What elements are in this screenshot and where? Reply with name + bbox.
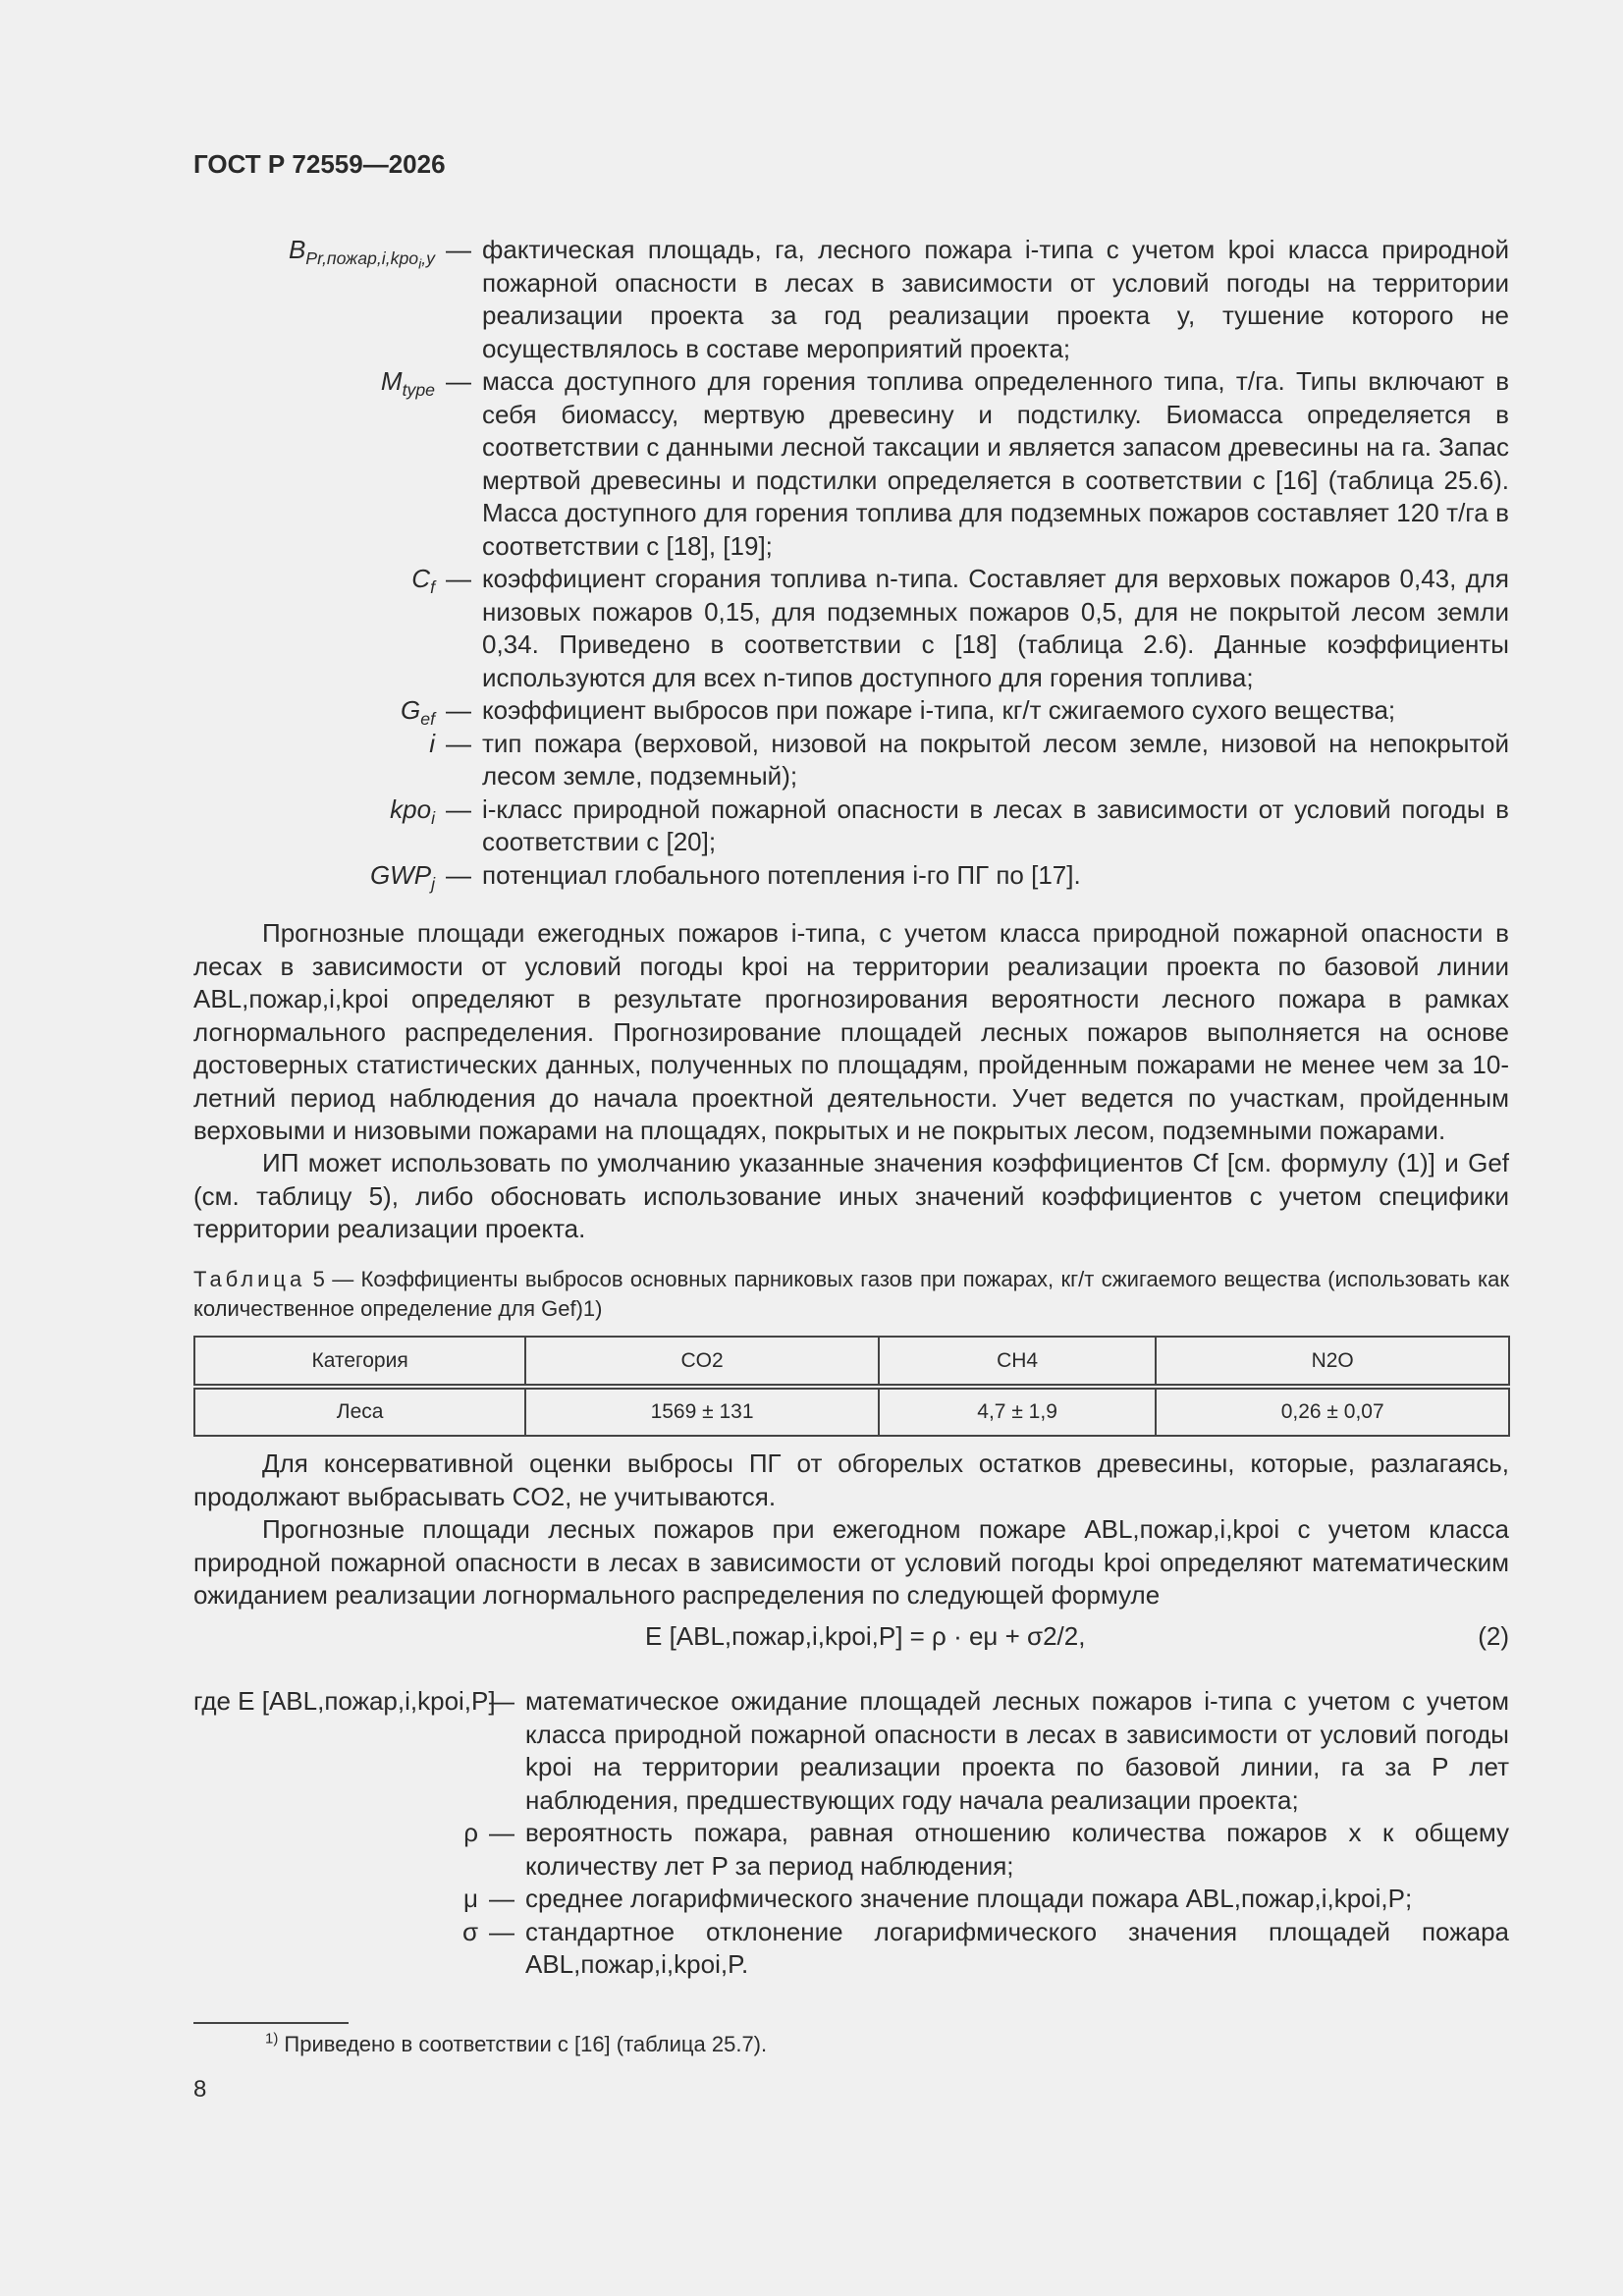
table-caption: Таблица 5 — Коэффициенты выбросов основных парниковых газов при пожарах, кг/т сжигаемого вещества (использовать как количественное определение для Gef)1) — [193, 1267, 1509, 1321]
definition-dash: — — [446, 728, 471, 758]
definition-row — [193, 793, 1509, 859]
document-header: ГОСТ Р 72559—2026 — [193, 149, 446, 179]
definition-dash: — — [446, 793, 471, 824]
definition-dash: — — [489, 1916, 514, 1946]
page-number: 8 — [193, 2076, 207, 2103]
definition-row — [193, 728, 1509, 793]
definition-dash: — — [446, 235, 471, 264]
table-header: Категория — [194, 1337, 525, 1387]
definition-symbol: i — [429, 728, 435, 758]
definition-dash: — — [489, 1884, 514, 1913]
definition-symbol: $M_{type}$ — [380, 366, 435, 401]
definition-symbol: $G_{ef}$ — [401, 695, 435, 730]
definition-text: вероятность пожара, равная отношению количества пожаров x к общему количеству лет P за период наблюдения; — [525, 1818, 1509, 1881]
definition-symbol: $GWP_j$ — [369, 859, 435, 894]
definition-symbol: kpo$_i$ — [390, 793, 435, 828]
definition-dash: — — [446, 366, 471, 396]
definition-row — [193, 694, 1509, 728]
definition-row — [193, 859, 1509, 893]
footnote — [265, 2032, 767, 2057]
table-cell: Леса — [194, 1387, 525, 1436]
paragraph-coefficients: ИП может использовать по умолчанию указанные значения коэффициентов Cf [см. формулу (1)] и Gef (см. таблицу 5), либо обосновать использование иных значений коэффициентов с учетом специфики территории реализации проекта. — [193, 1148, 1509, 1243]
definition-dash: — — [446, 564, 471, 593]
definition-symbol: μ — [463, 1884, 478, 1913]
paragraph-forecast-formula-intro: Прогнозные площади лесных пожаров при ежегодном пожаре ABL,пожар,i,kpoi с учетом класса природной пожарной опасности в лесах в зависимости от условий погоды kpoi определяют математическим ожиданием реализации логнормального распределения по следующей формуле — [193, 1514, 1509, 1610]
definition-text: стандартное отклонение логарифмического значения площадей пожара ABL,пожар,i,kpoi,P. — [525, 1916, 1509, 1979]
definition-row — [193, 563, 1509, 694]
definition-dash: — — [489, 1686, 514, 1716]
definition-dash: — — [446, 695, 471, 725]
table-row — [194, 1387, 1509, 1436]
table-header: N2O — [1156, 1337, 1509, 1387]
table-cell: 0,26 ± 0,07 — [1156, 1387, 1509, 1436]
definition-symbol: σ — [461, 1916, 478, 1946]
formula-expression: E [ABL,пожар,i,kpoi,P] = ρ · eμ + σ2/2, — [645, 1621, 1086, 1651]
definition-row — [193, 1817, 1509, 1883]
definition-text: коэффициент сгорания топлива n-типа. Составляет для верховых пожаров 0,43, для низовых пожаров 0,15, для подземных пожаров 0,5, для не покрытой лесом земли 0,34. Приведено в соответствии с [18] (таблица 2.6). Данные коэффициенты используются для всех n-типов доступного для горения топлива; — [482, 564, 1509, 692]
formula-number: (2) — [1478, 1621, 1509, 1651]
table-header: CO2 — [525, 1337, 879, 1387]
definition-row — [193, 1916, 1509, 1982]
definition-text: среднее логарифмического значение площади пожара ABL,пожар,i,kpoi,P; — [525, 1884, 1413, 1913]
definition-dash: — — [489, 1818, 514, 1847]
footnote-separator — [193, 2022, 349, 2024]
definition-row — [193, 365, 1509, 563]
definition-row — [193, 1685, 1509, 1817]
definition-dash: — — [446, 859, 471, 890]
table-cell: 1569 ± 131 — [525, 1387, 879, 1436]
definition-text: тип пожара (верховой, низовой на покрытой лесом земле, низовой на непокрытой лесом земле, подземный); — [482, 728, 1509, 791]
definition-symbol: $B_{Pr,пожар,i,kpo_i,y}$ — [288, 235, 435, 272]
definition-text: математическое ожидание площадей лесных пожаров i-типа с учетом с учетом класса природной пожарной опасности в лесах в зависимости от условий погоды kpoi на территории реализации проекта по базовой линии, га за P лет наблюдения, предшествующих году начала реализации проекта; — [525, 1686, 1509, 1815]
definition-text: фактическая площадь, га, лесного пожара i-типа с учетом kpoi класса природной пожарной опасности в лесах в зависимости от условий погоды на территории реализации проекта за год реализации проекта y, тушение которого не осуществлялось в составе мероприятий проекта; — [482, 235, 1509, 363]
formula-2 — [193, 1621, 1509, 1655]
table-cell: 4,7 ± 1,9 — [879, 1387, 1157, 1436]
table-header: CH4 — [879, 1337, 1157, 1387]
definition-symbol: ρ — [463, 1818, 478, 1847]
definitions-list-2 — [193, 1685, 1509, 1982]
definition-row — [193, 1883, 1509, 1916]
definition-text: i-класс природной пожарной опасности в лесах в зависимости от условий погоды в соответствии с [20]; — [482, 793, 1509, 856]
footnote-text: Приведено в соответствии с [16] (таблица 25.7). — [284, 2032, 768, 2056]
definition-row — [193, 234, 1509, 365]
definition-text: масса доступного для горения топлива определенного типа, т/га. Типы включают в себя биомассу, мертвую древесину и подстилку. Биомасса определяется в соответствии с данными лесной таксации и является запасом древесины на га. Запас мертвой древесины и подстилки определяется в соответствии с [16] (таблица 25.6). Масса доступного для горения топлива для подземных пожаров составляет 120 т/га в соответствии с [18], [19]; — [482, 366, 1509, 561]
definition-symbol: $C_f$ — [411, 564, 435, 598]
paragraph-conservative: Для консервативной оценки выбросы ПГ от обгорелых остатков древесины, которые, разлагаясь, продолжают выбрасывать CO2, не учитываются. — [193, 1449, 1509, 1511]
definition-symbol: где E [ABL,пожар,i,kpoi,P] — [193, 1686, 496, 1716]
definition-text: коэффициент выбросов при пожаре i-типа, кг/т сжигаемого сухого вещества; — [482, 695, 1396, 725]
paragraph-forecast-areas: Прогнозные площади ежегодных пожаров i-типа, с учетом класса природной пожарной опасности в лесах в зависимости от условий погоды kpoi на территории реализации проекта по базовой линии ABL,пожар,i,kpoi определяют в результате прогнозирования вероятности лесного пожара в рамках логнормального распределения. Прогнозирование площадей лесных пожаров выполняется на основе достоверных статистических данных, полученных по площадям, пройденным пожарами не менее чем за 10-летний период наблюдения до начала проектной деятельности. Учет ведется по участкам, пройденным верховыми и низовыми пожарами на площадях, покрытых и не покрытых лесом, подземными пожарами. — [193, 918, 1509, 1145]
emission-factors-table — [193, 1336, 1510, 1437]
definition-text: потенциал глобального потепления i-го ПГ по [17]. — [482, 859, 1081, 890]
footnote-mark: 1) — [265, 2030, 279, 2048]
definitions-list-1 — [193, 234, 1509, 892]
